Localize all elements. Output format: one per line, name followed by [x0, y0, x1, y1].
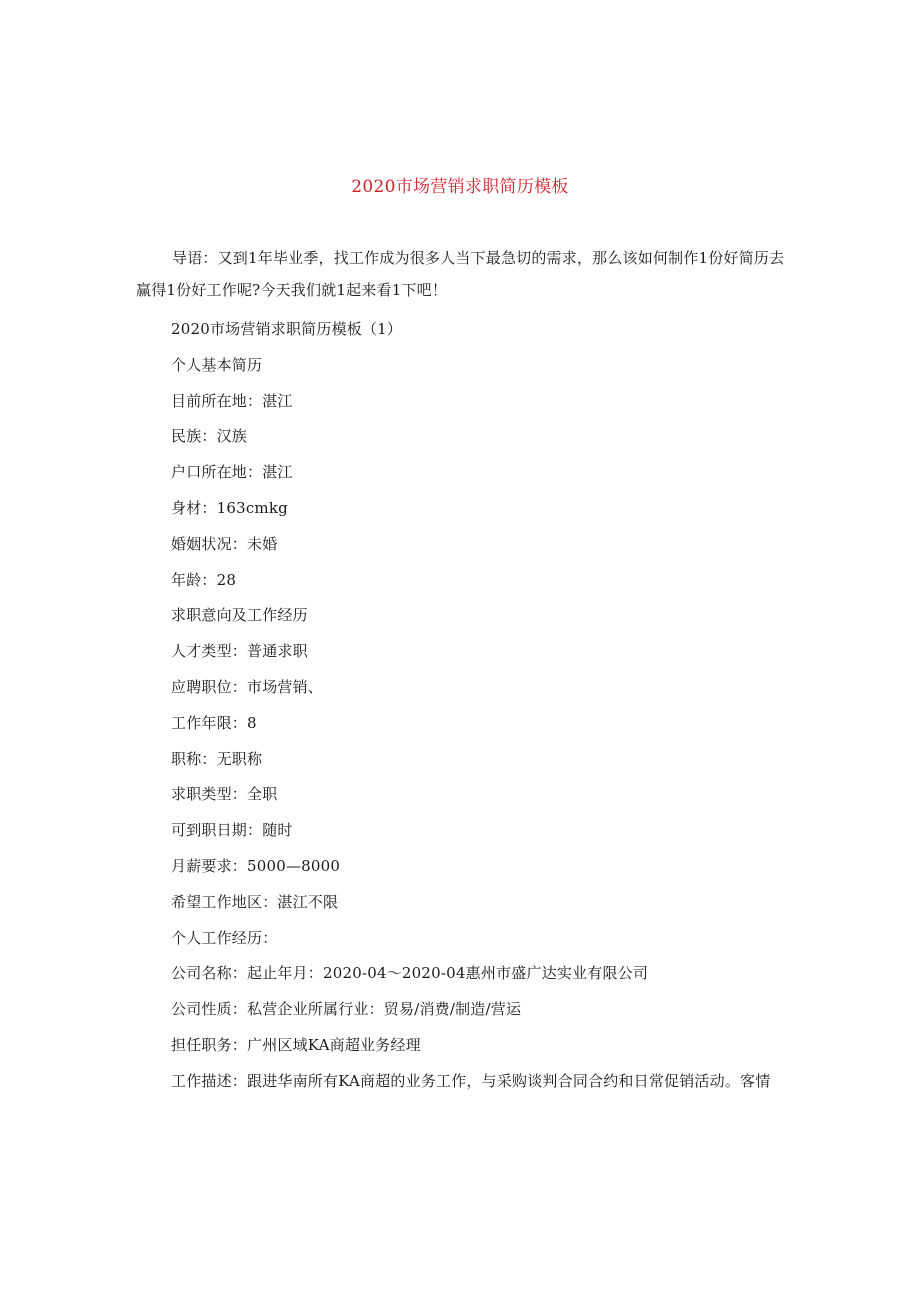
- resume-subheading-intent: 求职意向及工作经历: [171, 606, 308, 625]
- resume-field-position: 应聘职位：市场营销、: [171, 677, 324, 696]
- resume-field-talent-type: 人才类型：普通求职: [171, 642, 308, 661]
- resume-field-company: 公司名称：起止年月：2020-04～2020-04惠州市盛广达实业有限公司: [171, 964, 649, 983]
- document-title: 2020市场营销求职简历模板: [351, 177, 569, 197]
- resume-field-location: 目前所在地：湛江: [171, 391, 293, 410]
- resume-field-description: 工作描述：跟进华南所有KA商超的业务工作，与采购谈判合同合约和日常促销活动。客情: [171, 1071, 771, 1090]
- resume-field-years: 工作年限：8: [171, 713, 257, 732]
- resume-field-desired-area: 希望工作地区：湛江不限: [171, 892, 339, 911]
- resume-field-job-type: 求职类型：全职: [171, 785, 278, 804]
- resume-subheading-basic: 个人基本简历: [171, 355, 263, 374]
- resume-field-company-type: 公司性质：私营企业所属行业：贸易/消费/制造/营运: [171, 1000, 522, 1019]
- resume-field-ethnicity: 民族：汉族: [171, 427, 248, 446]
- intro-paragraph: 导语：又到1年毕业季，找工作成为很多人当下最急切的需求，那么该如何制作1份好简历去赢得1份好工作呢?今天我们就1起来看1下吧！: [136, 249, 785, 299]
- resume-section-heading: 2020市场营销求职简历模板（1）: [171, 320, 403, 338]
- resume-field-body: 身材：163cmkg: [171, 498, 288, 517]
- resume-field-hukou: 户口所在地：湛江: [171, 463, 293, 482]
- resume-field-start-date: 可到职日期：随时: [171, 821, 293, 840]
- resume-subheading-experience: 个人工作经历：: [171, 928, 278, 947]
- resume-field-marital: 婚姻状况：未婚: [171, 534, 278, 553]
- resume-field-role: 担任职务：广州区域KA商超业务经理: [171, 1035, 421, 1054]
- resume-field-title: 职称：无职称: [171, 749, 263, 768]
- resume-field-salary: 月薪要求：5000—8000: [171, 856, 341, 875]
- resume-field-age: 年龄：28: [171, 570, 237, 589]
- resume-lines: [171, 312, 811, 1100]
